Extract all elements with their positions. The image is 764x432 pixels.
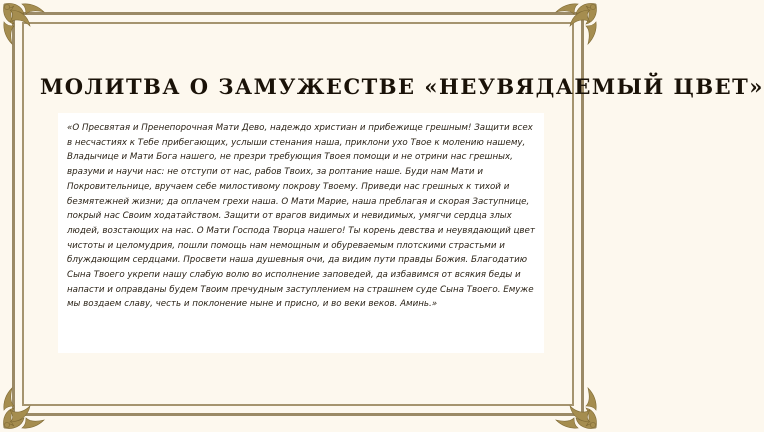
page-title: МОЛИТВА О ЗАМУЖЕСТВЕ «НЕУВЯДАЕМЫЙ ЦВЕТ»	[40, 74, 764, 99]
corner-ornament-icon	[550, 382, 600, 432]
prayer-text: «О Пресвятая и Пренепорочная Мати Дево, надеждо христиан и прибежище грешным! Защити всех в несчастиях к Тебе прибегающих, услыши стенания наша, приклони ухо Твое к молению нашему, Владычице и Мати Бога нашего, не презри требующия Твоея помощи и не отрини нас грешных, вразуми и научи нас: не отступи от нас, рабов Твоих, за роптание наше. Буди нам Мати и Покровительнице, вручаем себе милостивому покрову Твоему. Приведи нас грешных к тихой и безмятежней жизни; да оплачем грехи наша. О Мати Марие, наша преблагая и скорая Заступнице, покрый нас Своим ходатайством. Защити от врагов видимых и невидимых, умягчи сердца злых людей, возстающих на нас. О Мати Господа Творца нашего! Ты корень девства и неувядающий цвет чистоты и целомудрия, пошли помощь нам немощным и обуреваемым плотскими страстьми и блуждающим сердцами. Просвети наша душевныя очи, да видим пути правды Божия. Благодатию Сына Твоего укрепи нашу слабую волю во исполнение заповедей, да избавимся от всякия беды и напасти и оправданы будем Твоим пречудным заступлением на страшнем суде Сына Твоего. Емуже мы воздаем славу, честь и поклонение ныне и присно, и во веки веков. Аминь.»	[67, 123, 535, 310]
prayer-text-box	[58, 113, 544, 353]
corner-ornament-icon	[0, 382, 50, 432]
corner-ornament-icon	[550, 0, 600, 50]
corner-ornament-icon	[0, 0, 50, 50]
